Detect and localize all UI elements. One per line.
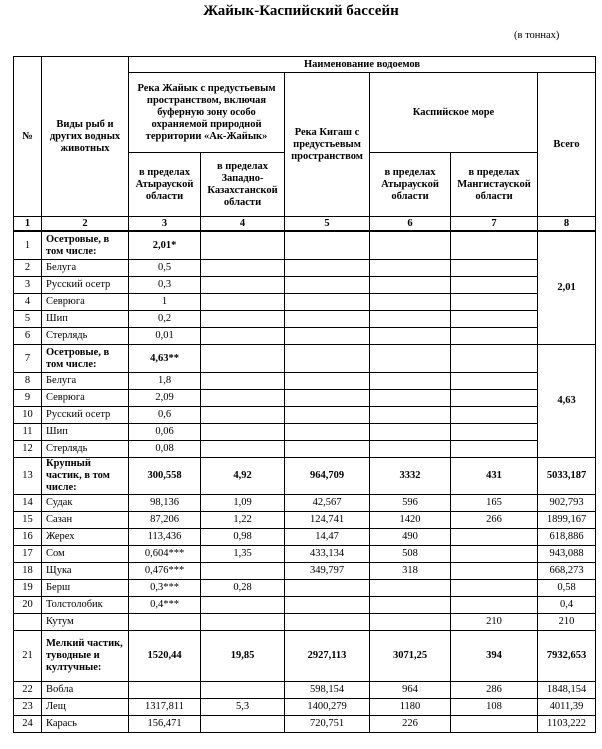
value-caspian-mangystau [451, 277, 538, 294]
value-zhaiyk-atyrau: 0,2 [129, 311, 201, 328]
header-water-bodies: Наименование водоемов [129, 57, 596, 73]
table-row [14, 458, 596, 495]
value-caspian-atyrau: 964 [370, 682, 451, 699]
value-zhaiyk-atyrau: 0,3 [129, 277, 201, 294]
row-number: 1 [14, 231, 42, 260]
value-caspian-atyrau [370, 294, 451, 311]
value-kigash: 433,134 [285, 546, 370, 563]
species-name: Севрюга [42, 390, 129, 407]
value-kigash [285, 597, 370, 614]
value-zhaiyk-atyrau: 0,4*** [129, 597, 201, 614]
value-kigash [285, 328, 370, 345]
table-row [14, 614, 596, 631]
value-caspian-mangystau [451, 424, 538, 441]
value-total: 4011,39 [538, 699, 596, 716]
value-zhaiyk-wko: 19,85 [201, 631, 285, 682]
value-zhaiyk-atyrau: 113,436 [129, 529, 201, 546]
value-zhaiyk-atyrau: 156,471 [129, 716, 201, 733]
value-zhaiyk-atyrau: 2,01* [129, 231, 201, 260]
row-number: 8 [14, 373, 42, 390]
row-number: 18 [14, 563, 42, 580]
column-number: 8 [538, 217, 596, 232]
value-zhaiyk-wko: 0,98 [201, 529, 285, 546]
value-zhaiyk-atyrau: 1317,811 [129, 699, 201, 716]
value-caspian-mangystau: 431 [451, 458, 538, 495]
value-caspian-mangystau [451, 390, 538, 407]
species-name: Судак [42, 495, 129, 512]
value-caspian-atyrau: 3332 [370, 458, 451, 495]
value-caspian-atyrau: 226 [370, 716, 451, 733]
row-number: 24 [14, 716, 42, 733]
value-caspian-atyrau [370, 597, 451, 614]
column-numbers-row [14, 217, 596, 232]
value-caspian-mangystau: 210 [451, 614, 538, 631]
value-kigash [285, 260, 370, 277]
row-number: 22 [14, 682, 42, 699]
row-number: 19 [14, 580, 42, 597]
value-zhaiyk-wko [201, 407, 285, 424]
column-number: 5 [285, 217, 370, 232]
species-name: Стерлядь [42, 441, 129, 458]
header-zhaiyk-atyrau: в пределах Атырауской области [129, 153, 201, 217]
table-row [14, 407, 596, 424]
species-name: Крупный частик, в том числе: [42, 458, 129, 495]
value-kigash: 349,797 [285, 563, 370, 580]
table-row [14, 294, 596, 311]
table-row [14, 441, 596, 458]
column-number: 6 [370, 217, 451, 232]
value-zhaiyk-wko: 0,28 [201, 580, 285, 597]
value-caspian-atyrau [370, 277, 451, 294]
table-row [14, 311, 596, 328]
value-kigash [285, 294, 370, 311]
species-name: Кутум [42, 614, 129, 631]
column-number: 2 [42, 217, 129, 232]
row-number: 11 [14, 424, 42, 441]
value-kigash: 42,567 [285, 495, 370, 512]
header-caspian-atyrau: в пределах Атырауской области [370, 153, 451, 217]
species-name: Карась [42, 716, 129, 733]
table-row [14, 424, 596, 441]
value-total: 5033,187 [538, 458, 596, 495]
value-zhaiyk-wko [201, 260, 285, 277]
species-name: Осетровые, в том числе: [42, 231, 129, 260]
species-name: Шип [42, 311, 129, 328]
row-number: 9 [14, 390, 42, 407]
species-name: Осетровые, в том числе: [42, 345, 129, 373]
value-caspian-atyrau [370, 441, 451, 458]
value-kigash: 2927,113 [285, 631, 370, 682]
value-total-merged: 2,01 [538, 231, 596, 345]
table-row [14, 529, 596, 546]
table-row [14, 512, 596, 529]
value-zhaiyk-wko: 1,09 [201, 495, 285, 512]
value-zhaiyk-wko [201, 390, 285, 407]
row-number: 15 [14, 512, 42, 529]
value-caspian-mangystau [451, 716, 538, 733]
value-kigash [285, 580, 370, 597]
table-row [14, 328, 596, 345]
column-number: 7 [451, 217, 538, 232]
value-zhaiyk-atyrau: 0,476*** [129, 563, 201, 580]
value-zhaiyk-wko [201, 424, 285, 441]
value-zhaiyk-wko [201, 441, 285, 458]
value-caspian-atyrau [370, 614, 451, 631]
table-row [14, 716, 596, 733]
value-zhaiyk-atyrau: 0,06 [129, 424, 201, 441]
row-number: 12 [14, 441, 42, 458]
value-kigash: 124,741 [285, 512, 370, 529]
value-caspian-mangystau [451, 260, 538, 277]
row-number: 2 [14, 260, 42, 277]
table-row [14, 345, 596, 373]
value-zhaiyk-wko [201, 373, 285, 390]
row-number: 17 [14, 546, 42, 563]
value-zhaiyk-atyrau: 0,5 [129, 260, 201, 277]
value-zhaiyk-wko [201, 345, 285, 373]
value-zhaiyk-atyrau: 0,01 [129, 328, 201, 345]
table-row [14, 231, 596, 260]
value-caspian-mangystau: 286 [451, 682, 538, 699]
column-number: 3 [129, 217, 201, 232]
value-kigash: 14,47 [285, 529, 370, 546]
value-caspian-mangystau: 266 [451, 512, 538, 529]
table-row [14, 631, 596, 682]
value-zhaiyk-atyrau [129, 614, 201, 631]
species-name: Севрюга [42, 294, 129, 311]
value-zhaiyk-wko [201, 294, 285, 311]
value-caspian-mangystau [451, 580, 538, 597]
value-zhaiyk-atyrau: 2,09 [129, 390, 201, 407]
value-caspian-atyrau [370, 424, 451, 441]
value-caspian-mangystau [451, 563, 538, 580]
value-caspian-atyrau [370, 345, 451, 373]
value-caspian-atyrau: 508 [370, 546, 451, 563]
row-number: 14 [14, 495, 42, 512]
value-caspian-mangystau: 165 [451, 495, 538, 512]
table-row [14, 546, 596, 563]
row-number: 20 [14, 597, 42, 614]
value-total: 0,58 [538, 580, 596, 597]
species-name: Лещ [42, 699, 129, 716]
document-title: Жайык-Каспийский бассейн [203, 3, 399, 19]
value-kigash [285, 373, 370, 390]
value-kigash [285, 390, 370, 407]
header-zhaiyk-river: Река Жайык с предустьевым пространством, включая буферную зону особо охраняемой природной территории «Ак-Жайык» [129, 73, 285, 153]
value-caspian-atyrau: 318 [370, 563, 451, 580]
value-caspian-atyrau [370, 407, 451, 424]
table-row [14, 373, 596, 390]
value-total: 902,793 [538, 495, 596, 512]
value-kigash [285, 441, 370, 458]
value-total-merged: 4,63 [538, 345, 596, 458]
value-caspian-atyrau: 1420 [370, 512, 451, 529]
species-name: Сом [42, 546, 129, 563]
row-number: 5 [14, 311, 42, 328]
unit-note: (в тоннах) [514, 30, 560, 41]
value-kigash: 1400,279 [285, 699, 370, 716]
value-zhaiyk-wko: 5,3 [201, 699, 285, 716]
value-caspian-mangystau [451, 546, 538, 563]
value-caspian-atyrau [370, 311, 451, 328]
value-caspian-mangystau [451, 441, 538, 458]
value-kigash [285, 345, 370, 373]
row-number: 23 [14, 699, 42, 716]
species-name: Сазан [42, 512, 129, 529]
species-name: Толстолобик [42, 597, 129, 614]
species-name: Щука [42, 563, 129, 580]
value-kigash [285, 277, 370, 294]
value-zhaiyk-atyrau: 4,63** [129, 345, 201, 373]
species-name: Белуга [42, 373, 129, 390]
row-number: 16 [14, 529, 42, 546]
row-number: 21 [14, 631, 42, 682]
table-row [14, 495, 596, 512]
value-zhaiyk-atyrau: 87,206 [129, 512, 201, 529]
value-caspian-mangystau [451, 328, 538, 345]
value-zhaiyk-wko [201, 716, 285, 733]
species-name: Жерех [42, 529, 129, 546]
value-caspian-mangystau [451, 345, 538, 373]
value-kigash: 720,751 [285, 716, 370, 733]
value-caspian-mangystau [451, 231, 538, 260]
value-total: 210 [538, 614, 596, 631]
value-zhaiyk-atyrau: 0,3*** [129, 580, 201, 597]
fish-quota-table [13, 56, 596, 733]
value-caspian-mangystau [451, 597, 538, 614]
table-row [14, 260, 596, 277]
value-zhaiyk-atyrau: 98,136 [129, 495, 201, 512]
row-number: 7 [14, 345, 42, 373]
row-number [14, 614, 42, 631]
table-row [14, 682, 596, 699]
value-zhaiyk-wko: 1,22 [201, 512, 285, 529]
value-zhaiyk-atyrau: 1 [129, 294, 201, 311]
header-no: № [14, 57, 42, 217]
value-total: 668,273 [538, 563, 596, 580]
value-caspian-mangystau: 394 [451, 631, 538, 682]
header-zhaiyk-wko: в пределах Западно-Казахстанской области [201, 153, 285, 217]
value-caspian-atyrau [370, 328, 451, 345]
value-zhaiyk-wko: 1,35 [201, 546, 285, 563]
header-kigash-river: Река Кигаш с предустьевым пространством [285, 73, 370, 217]
value-caspian-atyrau [370, 260, 451, 277]
value-caspian-atyrau [370, 390, 451, 407]
header-total: Всего [538, 73, 596, 217]
value-caspian-atyrau: 490 [370, 529, 451, 546]
value-zhaiyk-wko [201, 277, 285, 294]
value-total: 1103,222 [538, 716, 596, 733]
value-total: 943,088 [538, 546, 596, 563]
species-name: Русский осетр [42, 407, 129, 424]
value-kigash [285, 424, 370, 441]
value-zhaiyk-wko [201, 231, 285, 260]
value-caspian-atyrau: 1180 [370, 699, 451, 716]
header-caspian-mangystau: в пределах Мангистауской области [451, 153, 538, 217]
value-zhaiyk-wko [201, 597, 285, 614]
value-caspian-mangystau [451, 407, 538, 424]
species-name: Русский осетр [42, 277, 129, 294]
value-caspian-mangystau [451, 294, 538, 311]
value-caspian-atyrau: 3071,25 [370, 631, 451, 682]
value-kigash [285, 311, 370, 328]
value-zhaiyk-atyrau: 300,558 [129, 458, 201, 495]
value-zhaiyk-wko: 4,92 [201, 458, 285, 495]
header-caspian-sea: Каспийское море [370, 73, 538, 153]
value-caspian-mangystau [451, 373, 538, 390]
value-zhaiyk-atyrau: 0,08 [129, 441, 201, 458]
value-kigash [285, 407, 370, 424]
table-row [14, 580, 596, 597]
value-kigash: 598,154 [285, 682, 370, 699]
value-zhaiyk-wko [201, 682, 285, 699]
row-number: 3 [14, 277, 42, 294]
table-row [14, 390, 596, 407]
row-number: 10 [14, 407, 42, 424]
value-total: 618,886 [538, 529, 596, 546]
value-zhaiyk-atyrau [129, 682, 201, 699]
value-zhaiyk-atyrau: 0,604*** [129, 546, 201, 563]
value-kigash [285, 231, 370, 260]
value-zhaiyk-wko [201, 614, 285, 631]
species-name: Белуга [42, 260, 129, 277]
value-total: 1899,167 [538, 512, 596, 529]
header-species: Виды рыб и других водных животных [42, 57, 129, 217]
row-number: 13 [14, 458, 42, 495]
species-name: Стерлядь [42, 328, 129, 345]
value-zhaiyk-atyrau: 1,8 [129, 373, 201, 390]
value-zhaiyk-wko [201, 311, 285, 328]
value-total: 7932,653 [538, 631, 596, 682]
value-total: 0,4 [538, 597, 596, 614]
table-row [14, 699, 596, 716]
value-caspian-atyrau [370, 231, 451, 260]
table-row [14, 277, 596, 294]
value-zhaiyk-wko [201, 328, 285, 345]
value-caspian-atyrau [370, 580, 451, 597]
value-kigash [285, 614, 370, 631]
value-caspian-mangystau [451, 311, 538, 328]
value-kigash: 964,709 [285, 458, 370, 495]
row-number: 6 [14, 328, 42, 345]
value-zhaiyk-atyrau: 0,6 [129, 407, 201, 424]
column-number: 4 [201, 217, 285, 232]
table-row [14, 597, 596, 614]
value-caspian-atyrau: 596 [370, 495, 451, 512]
value-caspian-mangystau [451, 529, 538, 546]
value-zhaiyk-atyrau: 1520,44 [129, 631, 201, 682]
species-name: Мелкий частик, туводные и култучные: [42, 631, 129, 682]
value-zhaiyk-wko [201, 563, 285, 580]
species-name: Шип [42, 424, 129, 441]
table-row [14, 563, 596, 580]
species-name: Берш [42, 580, 129, 597]
value-total: 1848,154 [538, 682, 596, 699]
row-number: 4 [14, 294, 42, 311]
column-number: 1 [14, 217, 42, 232]
species-name: Вобла [42, 682, 129, 699]
value-caspian-atyrau [370, 373, 451, 390]
value-caspian-mangystau: 108 [451, 699, 538, 716]
